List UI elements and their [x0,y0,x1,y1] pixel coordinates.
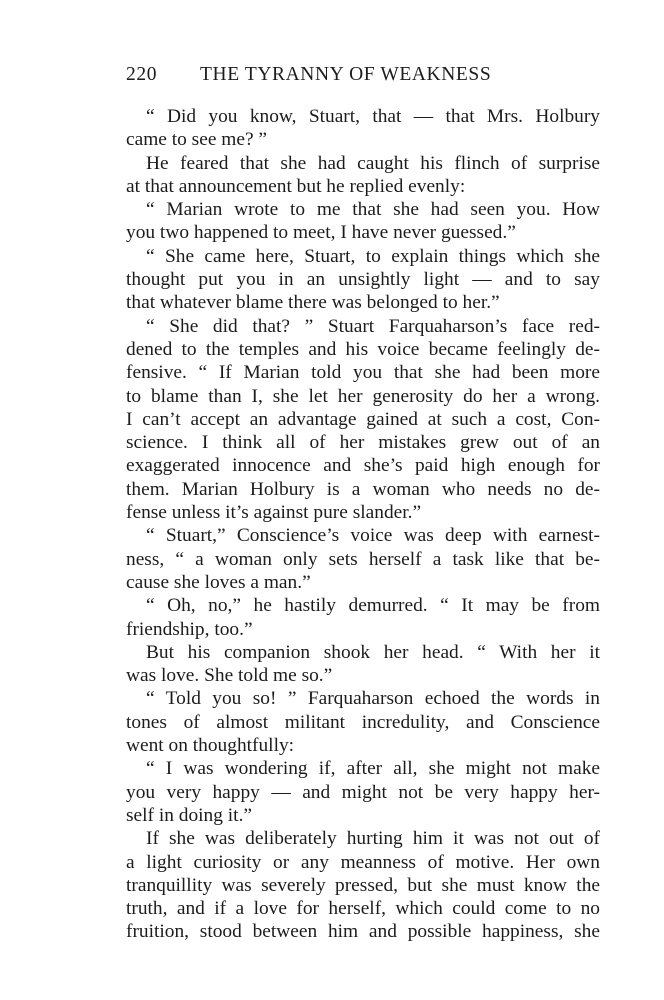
running-head [126,64,532,94]
text-line: that whatever blame there was belonged to her.” [126,292,500,314]
text-line: came to see me? ” [126,129,268,151]
text-line: I can’t accept an advantage gained at such a cost, Con- [126,408,600,430]
text-line: a light curiosity or any meanness of motive. Her own [126,851,600,873]
text-line: dened to the temples and his voice became feelingly de- [126,338,600,360]
text-line: If she was deliberately hurting him it was not out of [146,828,600,850]
text-line: you very happy — and might not be very happy her- [126,781,600,803]
body-text [126,105,600,944]
text-line: “ She came here, Stuart, to explain things which she [146,245,600,267]
text-line: fensive. “ If Marian told you that she had been more [126,362,600,384]
text-line: “ Marian wrote to me that she had seen you. How [146,199,600,221]
text-line: cause she loves a man.” [126,571,311,593]
text-line: self in doing it.” [126,804,253,826]
running-title: THE TYRANNY OF WEAKNESS [200,64,492,85]
text-line: to blame than I, she let her generosity do her a wrong. [126,385,600,407]
text-line: at that announcement but he replied evenly: [126,175,466,197]
text-line: tones of almost militant incredulity, and Conscience [126,711,600,733]
text-line: ness, “ a woman only sets herself a task like that be- [126,548,600,570]
text-line: you two happened to meet, I have never guessed.” [126,222,516,244]
text-line: friendship, too.” [126,618,253,640]
text-line: “ I was wondering if, after all, she might not make [146,758,600,780]
text-line: “ Oh, no,” he hastily demurred. “ It may be from [146,595,600,617]
page-number: 220 [126,64,158,85]
text-line: truth, and if a love for herself, which could come to no [126,898,600,920]
text-line: “ Stuart,” Conscience’s voice was deep with earnest- [146,525,600,547]
text-line: fruition, stood between him and possible happiness, she [126,921,600,943]
text-line: them. Marian Holbury is a woman who needs no de- [126,478,600,500]
text-line: went on thoughtfully: [126,735,295,757]
text-line: fense unless it’s against pure slander.” [126,502,422,524]
text-line: He feared that she had caught his flinch of surprise [146,152,600,174]
text-line: “ Told you so! ” Farquaharson echoed the words in [146,688,600,710]
text-line: But his companion shook her head. “ With her it [146,641,600,663]
text-line: “ She did that? ” Stuart Farquaharson’s face red- [146,315,600,337]
text-line: tranquillity was severely pressed, but she must know the [126,874,600,896]
text-line: thought put you in an unsightly light — and to say [126,269,600,291]
text-line: exaggerated innocence and she’s paid high enough for [126,455,600,477]
text-line: science. I think all of her mistakes grew out of an [126,432,600,454]
text-line: was love. She told me so.” [126,665,333,687]
text-line: “ Did you know, Stuart, that — that Mrs. Holbury [146,106,600,127]
